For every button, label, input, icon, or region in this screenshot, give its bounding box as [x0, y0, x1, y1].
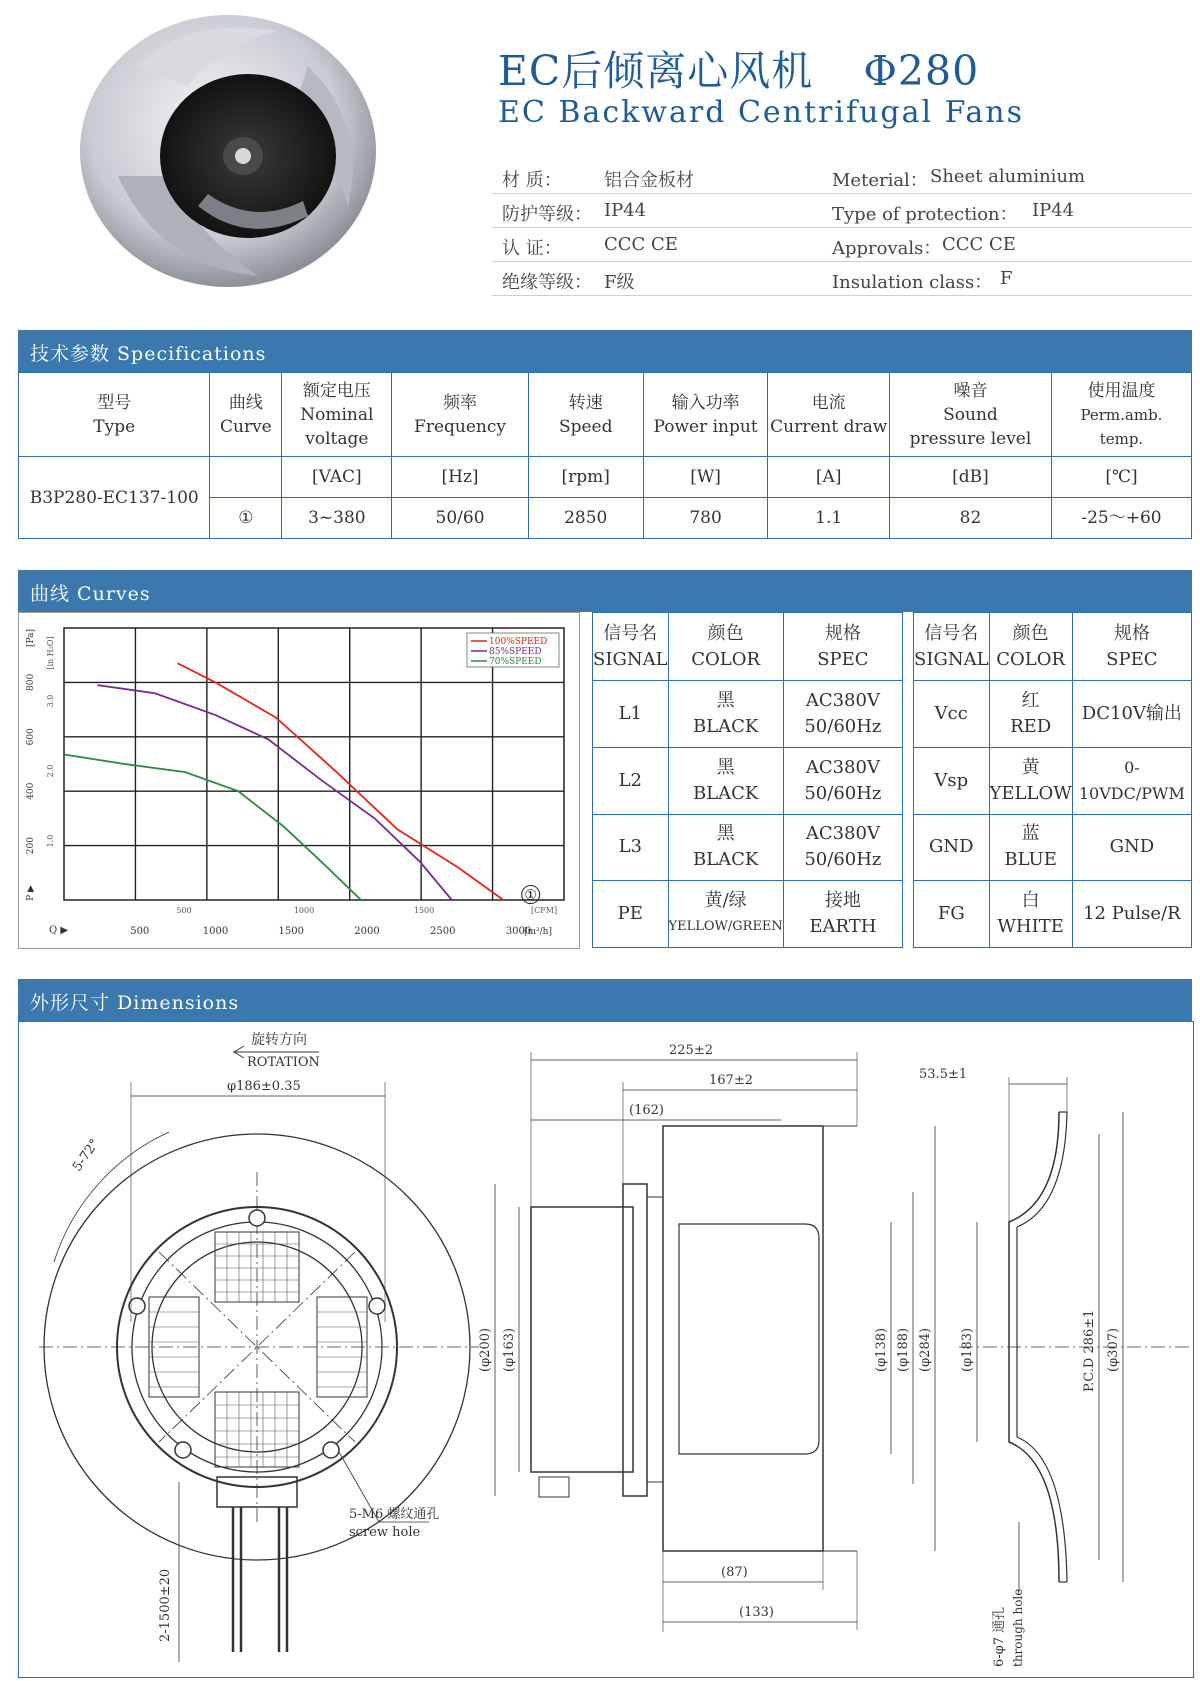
y2-axis-unit: [in H₂O]: [46, 636, 55, 670]
dimension-drawing: [18, 1021, 1194, 1678]
property-row: 材 质： 铝合金板材 Meterial： Sheet aluminium: [492, 160, 1192, 194]
spec-voltage: 3~380: [282, 498, 392, 539]
dim-53: 53.5±1: [919, 1067, 968, 1082]
dim-87: (87): [721, 1565, 748, 1580]
dim-163: (φ163): [502, 1327, 517, 1372]
x-tick-label: 1000: [202, 926, 229, 937]
spec-type: B3P280-EC137-100: [19, 457, 210, 539]
performance-chart: [18, 612, 580, 949]
signal-header: 规格 SPEC: [1072, 613, 1191, 681]
signal-table-right: [913, 612, 1192, 948]
dim-133: (133): [739, 1605, 774, 1620]
signal-table-left: [592, 612, 903, 948]
spec-temp: -25～+60: [1051, 498, 1191, 539]
spec-header: 噪音 Sound pressure level: [890, 373, 1052, 457]
signal-row: L1 黑 BLACK AC380V 50/60Hz: [593, 681, 903, 748]
legend-label-2: 70%SPEED: [489, 657, 542, 667]
motor-housing: [531, 1207, 633, 1472]
dim-307: (φ307): [1106, 1327, 1121, 1372]
specs-section-header: 技术参数 Specifications: [18, 330, 1192, 372]
page-title: EC后倾离心风机 Φ280: [498, 47, 980, 95]
signal-row: FG 白 WHITE 12 Pulse/R: [914, 881, 1192, 948]
inh2o-tick-label: 1.0: [46, 834, 55, 848]
angle-label: 5-72°: [69, 1136, 103, 1175]
spec-curve: ①: [210, 498, 282, 539]
signal-header: 信号名 SIGNAL: [914, 613, 990, 681]
signal-header: 颜色 COLOR: [989, 613, 1072, 681]
signal-row: PE 黄/绿 YELLOW/GREEN 接地 EARTH: [593, 881, 903, 948]
dim-188: (φ188): [896, 1327, 911, 1372]
dim-200: (φ200): [478, 1327, 493, 1372]
legend-label-0: 100%SPEED: [489, 637, 548, 647]
product-photo: [78, 6, 378, 288]
signal-header: 颜色 COLOR: [668, 613, 783, 681]
legend-label-1: 85%SPEED: [489, 647, 542, 657]
signal-row: L2 黑 BLACK AC380V 50/60Hz: [593, 747, 903, 814]
y-axis-symbol: P ▶: [26, 885, 36, 901]
pcd-label: P.C.D 286±1: [1082, 1309, 1097, 1392]
property-list: [492, 160, 1192, 296]
x-axis-symbol: Q ▶: [49, 925, 69, 936]
spec-header: 额定电压 Nominal voltage: [282, 373, 392, 457]
y-tick-label: 600: [26, 728, 36, 746]
spec-current: 1.1: [768, 498, 890, 539]
x-axis-unit: [m³/h]: [524, 927, 552, 937]
signal-header: 规格 SPEC: [783, 613, 902, 681]
x-tick-label: 1500: [278, 926, 304, 937]
dim-225: 225±2: [669, 1043, 713, 1058]
title-size: Φ280: [863, 47, 980, 95]
chart-svg: [19, 613, 579, 948]
rotation-label-cn: 旋转方向: [251, 1032, 307, 1048]
spec-header: 频率 Frequency: [392, 373, 528, 457]
spec-header: 使用温度 Perm.amb. temp.: [1051, 373, 1191, 457]
cable-length-label: 2-1500±20: [158, 1568, 173, 1642]
property-row: 防护等级： IP44 Type of protection： IP44: [492, 194, 1192, 228]
spec-header: 电流 Current draw: [768, 373, 890, 457]
page-subtitle: EC Backward Centrifugal Fans: [498, 95, 1024, 130]
spec-header: 转速 Speed: [528, 373, 643, 457]
spec-noise: 82: [890, 498, 1052, 539]
cfm-unit: [CFM]: [531, 906, 558, 915]
plot-area: [64, 628, 564, 900]
impeller-side: [663, 1126, 823, 1551]
signal-row: L3 黑 BLACK AC380V 50/60Hz: [593, 814, 903, 881]
y-axis-unit: [Pa]: [26, 628, 36, 648]
curve-marker-label: ①: [524, 887, 537, 904]
dim-162: (162): [629, 1103, 664, 1118]
spec-header: 曲线 Curve: [210, 373, 282, 457]
inh2o-tick-label: 2.0: [46, 764, 55, 778]
x-tick-label: 500: [130, 926, 150, 937]
screw-hole-label-en: screw hole: [349, 1525, 421, 1540]
cfm-tick-label: 1500: [413, 906, 435, 915]
property-row: 认 证： CCC CE Approvals： CCC CE: [492, 228, 1192, 262]
specs-table: 型号 Type 曲线 Curve 额定电压 Nominal voltage 频率 Frequency 转速 Speed 输入功率 Power input 电流 Current draw 噪音 Sound pressure level 使用温度 Perm.amb. temp. B3P280-EC137-100 [VAC] [Hz] [rpm] [W] [A] [dB] [℃] ① 3~380 50/60 2850 780 1.1 82 -25～+60: [18, 372, 1192, 539]
through-hole-label-en: through hole: [1011, 1588, 1025, 1667]
cooling-slots: [149, 1232, 367, 1467]
dim-183: (φ183): [960, 1327, 975, 1372]
dim-167: 167±2: [709, 1073, 753, 1088]
spec-power: 780: [643, 498, 768, 539]
signal-row: Vsp 黄 YELLOW 0-10VDC/PWM: [914, 747, 1192, 814]
rotation-label-en: ROTATION: [247, 1055, 320, 1070]
cfm-tick-label: 1000: [293, 906, 315, 915]
dimension-svg: [19, 1022, 1193, 1677]
signal-row: GND 蓝 BLUE GND: [914, 814, 1192, 881]
y-tick-label: 200: [26, 837, 36, 855]
dimensions-section-header: 外形尺寸 Dimensions: [18, 979, 1192, 1021]
signal-header: 信号名 SIGNAL: [593, 613, 669, 681]
cfm-tick-label: 500: [176, 906, 192, 915]
x-tick-label: 3000: [505, 926, 532, 937]
y-tick-label: 400: [26, 782, 36, 800]
x-tick-label: 2000: [354, 926, 380, 937]
spec-frequency: 50/60: [392, 498, 528, 539]
screw-hole-label-cn: 5-M6 螺纹通孔: [349, 1507, 440, 1522]
y-tick-label: 800: [26, 673, 36, 691]
dim-284: (φ284): [918, 1327, 933, 1372]
through-hole-label-cn: 6-φ7 通孔: [992, 1606, 1007, 1667]
inh2o-tick-label: 3.0: [46, 694, 55, 708]
property-row: 绝缘等级： F级 Insulation class： F: [492, 262, 1192, 296]
spec-header: 型号 Type: [19, 373, 210, 457]
inner-diameter-label: φ186±0.35: [227, 1079, 301, 1094]
curves-section-header: 曲线 Curves: [18, 570, 1192, 612]
dim-138: (φ138): [874, 1327, 889, 1372]
mount-flange: [623, 1184, 647, 1496]
signal-row: Vcc 红 RED DC10V输出: [914, 681, 1192, 748]
x-tick-label: 2500: [430, 926, 456, 937]
spec-header: 输入功率 Power input: [643, 373, 768, 457]
spec-speed: 2850: [528, 498, 643, 539]
